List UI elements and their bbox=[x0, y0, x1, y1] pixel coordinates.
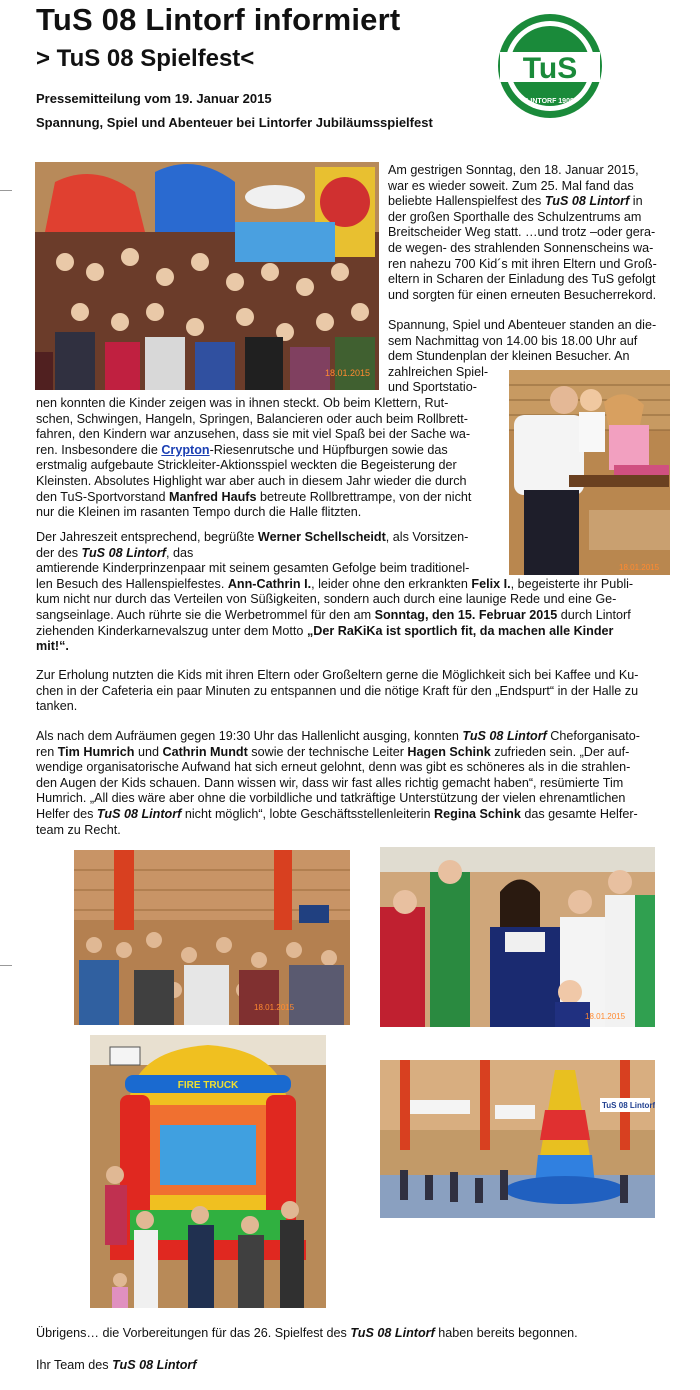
article-paragraph-4: Zur Erholung nutzten die Kids mit ihren Eltern oder Großeltern gerne die Möglichkeit sich bei Kaffee und Ku- chen in der Cafeteria ein paar Minuten zu entspannen und die nötige Kraft für den „Endspurt“ in der Halle zu tanken. bbox=[36, 668, 639, 714]
article-paragraph-1: Am gestrigen Sonntag, den 18. Januar 2015, war es wieder soweit. Zum 25. Mal fand das beliebte Hallenspielfest des TuS 08 Lintorf in der großen Sporthalle des Schulzentrums am Breitscheider Weg statt. …und trotz –oder gera- de wegen- des strahlenden Sonnenscheins wa- ren nahezu 700 Kid´s mit ihren Eltern und Groß- eltern in Scharen der Einladung des TuS gefolgt und sorgten für einen erneuten Besucherrekord. bbox=[388, 163, 657, 302]
castle-sign: FIRE TRUCK bbox=[177, 1080, 239, 1091]
hall-banner: TuS 08 Lintorf bbox=[602, 1101, 655, 1110]
photo-date-stamp: 18.01.2015 bbox=[325, 368, 371, 378]
article-paragraph-2a: Spannung, Spiel und Abenteuer standen an die- sem Nachmittag von 14.00 bis 18.00 Uhr auf dem Stundenplan der kleinen Besucher. An zahlreichen Spiel- und Sportstatio- bbox=[388, 318, 657, 395]
photo-climbing-tower bbox=[380, 1060, 655, 1218]
margin-mark bbox=[0, 190, 12, 191]
article-paragraph-5: Als nach dem Aufräumen gegen 19:30 Uhr das Hallenlicht ausging, konnten TuS 08 Lintorf Cheforganisato- ren Tim Humrich und Cathrin Mundt sowie der technische Leiter Hagen Schink zufrieden sein. „Der auf- wendige organisatorische Aufwand hat sich erneut gelohnt, denn was gibt es schöneres als in die strahlen- den Augen der Kids schauen. Dann wissen wir, dass wir fast alles richtig gemacht haben“, resümierte Tim Humrich. „All dies wäre aber ohne die vorbildliche und tatkräftige Unterstützung der vielen ehrenamtlichen Helfer des TuS 08 Lintorf nicht möglich“, lobte Geschäftsstellenleiterin Regina Schink das gesamte Helfer- team zu Recht. bbox=[36, 729, 640, 837]
photo-bouncy-castle bbox=[90, 1035, 326, 1308]
closing-note: Übrigens… die Vorbereitungen für das 26. Spielfest des TuS 08 Lintorf haben bereits begonnen. bbox=[36, 1326, 578, 1340]
tus-logo bbox=[496, 12, 604, 120]
page-title: TuS 08 Lintorf informiert bbox=[36, 2, 401, 37]
photo-date-stamp: 18.01.2015 bbox=[619, 563, 660, 572]
margin-mark bbox=[0, 965, 12, 966]
closing-signature: Ihr Team des TuS 08 Lintorf bbox=[36, 1358, 197, 1372]
photo-date-stamp: 18.01.2015 bbox=[254, 1003, 295, 1012]
headline: Spannung, Spiel und Abenteuer bei Lintorfer Jubiläumsspielfest bbox=[36, 115, 433, 130]
photo-crowd-hall bbox=[35, 162, 379, 390]
logo-ring-text: LINTORF 1908 bbox=[526, 98, 574, 105]
article-paragraph-2b: nen konnten die Kinder zeigen was in ihnen steckt. Ob beim Klettern, Rut- schen, Schwingen, Hangeln, Springen, Balancieren oder auch beim Rollbrett- fahren, den Kindern war anzusehen, dass sie mit viel Spaß bei der Sache wa- ren. Insbesondere die Crypton-Riesenrutsche und Hüpfburgen sowie das erstmalig aufgebaute Strickleiter-Aktionsspiel weckten die Begeisterung der Kleinsten. Absolutes Highlight war aber auch in diesem Jahr wieder die durch den TuS-Sportvorstand Manfred Haufs betreute Rollbrettrampe, von der nicht nur die Kleinen im rasanten Tempo durch die Halle flitzten. bbox=[36, 396, 472, 520]
press-date: Pressemitteilung vom 19. Januar 2015 bbox=[36, 91, 272, 106]
article-paragraph-3: Der Jahreszeit entsprechend, begrüßte Werner Schellscheidt, als Vorsitzen- der des TuS 08 Lintorf, das amtierende Kinderprinzenpaar mit seinem gesamten Gefolge beim traditionel- len Besuch des Hallenspielfestes. Ann-Cathrin I., leider ohne den erkrankten Felix I., begeisterte ihr Publi- kum nicht nur durch das Verteilen von Süßigkeiten, sondern auch durch eine launige Rede und eine Ge- sangseinlage. Auch rührte sie die Werbetrommel für den am Sonntag, den 15. Februar 2015 durch Lintorf ziehenden Kinderkarnevalszug unter dem Motto „Der RaKiKa ist sportlich fit, da machen alle Kinder mit!“. bbox=[36, 530, 634, 654]
crypton-link[interactable]: Crypton bbox=[161, 442, 210, 457]
photo-kinderprinzenpaar bbox=[380, 847, 655, 1027]
photo-date-stamp: 18.01.2015 bbox=[585, 1012, 626, 1021]
photo-cafeteria bbox=[74, 850, 350, 1025]
logo-text: TuS bbox=[522, 52, 578, 85]
page-subtitle: > TuS 08 Spielfest< bbox=[36, 45, 255, 72]
